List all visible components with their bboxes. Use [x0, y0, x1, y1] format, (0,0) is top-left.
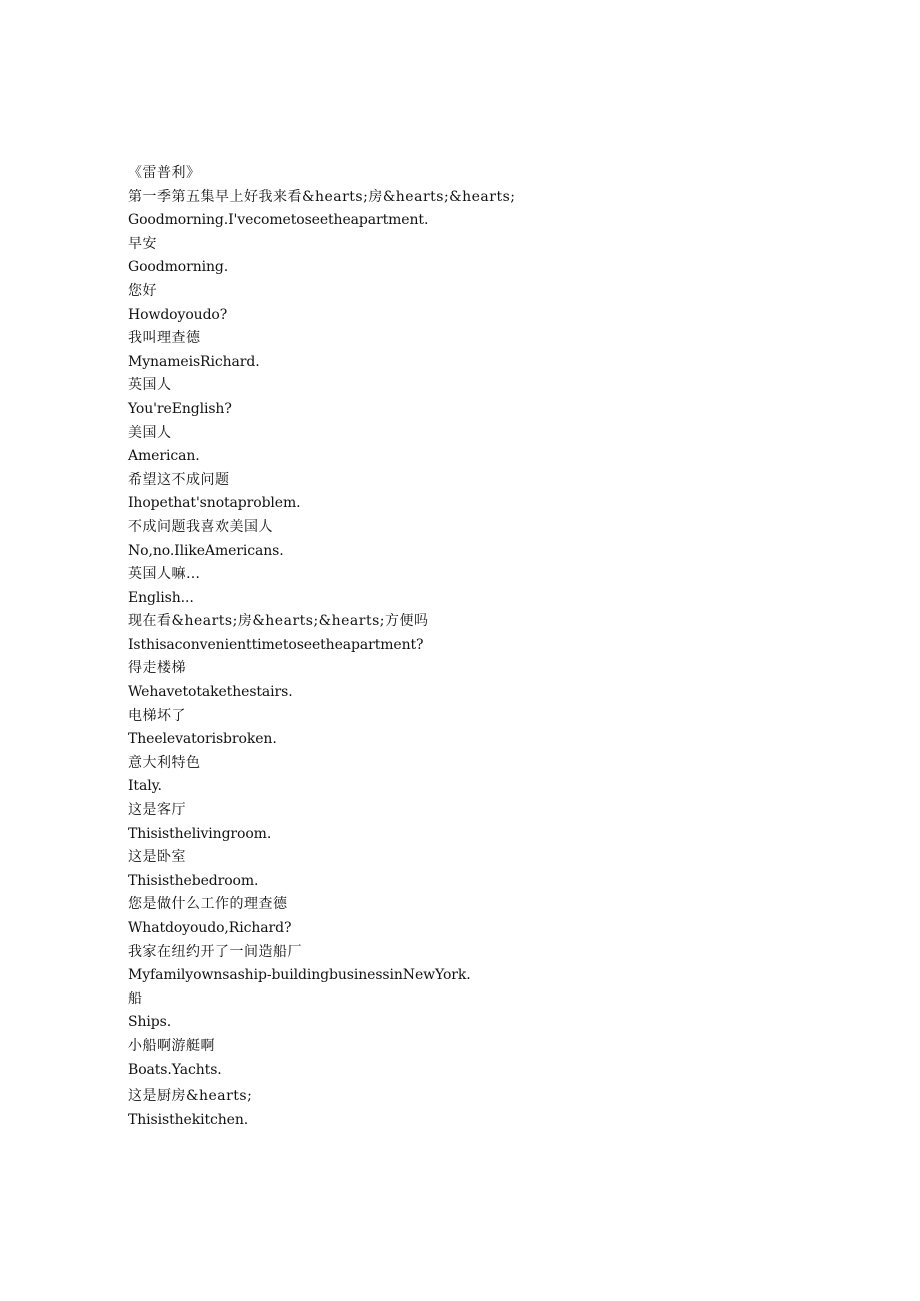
- subtitle-line-zh: 这是卧室: [128, 849, 186, 866]
- subtitle-line-zh: 船: [128, 990, 143, 1007]
- subtitle-line-zh: 得走楼梯: [128, 660, 186, 677]
- subtitle-line-zh: 这是厨房&hearts;: [128, 1088, 253, 1105]
- subtitle-line-en: Theelevatorisbroken.: [128, 731, 277, 748]
- subtitle-line-zh: 英国人: [128, 377, 172, 394]
- subtitle-line-en: Goodmorning.I'vecometoseetheapartment.: [128, 212, 429, 229]
- subtitle-line-zh: 您好: [128, 282, 157, 299]
- subtitle-line-zh: 意大利特色: [128, 754, 201, 771]
- subtitle-line-zh: 我叫理查德: [128, 330, 201, 347]
- subtitle-line-zh: 我家在纽约开了一间造船厂: [128, 943, 302, 960]
- subtitle-line-zh: 早安: [128, 235, 157, 252]
- subtitle-line-en: Goodmorning.: [128, 259, 229, 276]
- subtitle-line-en: Ships.: [128, 1014, 172, 1031]
- subtitle-line-en: Myfamilyownsaship-buildingbusinessinNewYork.: [128, 967, 471, 984]
- subtitle-line-en: American.: [128, 448, 200, 465]
- subtitle-line-zh: 不成问题我喜欢美国人: [128, 518, 273, 535]
- subtitle-line-zh: 现在看&hearts;房&hearts;&hearts;方便吗: [128, 613, 429, 630]
- subtitle-line-en: Ihopethat'snotaproblem.: [128, 495, 301, 512]
- subtitle-line-en: Thisisthelivingroom.: [128, 825, 272, 842]
- document-body: [128, 162, 828, 1132]
- subtitle-line-en: Wehavetotakethestairs.: [128, 684, 293, 701]
- subtitle-line-en: Boats.Yachts.: [128, 1061, 222, 1078]
- subtitle-line-zh: 希望这不成问题: [128, 471, 230, 488]
- subtitle-line-zh: 小船啊游艇啊: [128, 1037, 215, 1054]
- subtitle-line-zh: 第一季第五集早上好我来看&hearts;房&hearts;&hearts;: [128, 188, 516, 205]
- subtitle-line-en: Italy.: [128, 778, 162, 795]
- document-title: 《雷普利》: [128, 165, 201, 181]
- subtitle-line-en: Whatdoyoudo,Richard?: [128, 920, 292, 936]
- subtitle-line-en: MynameisRichard.: [128, 353, 260, 370]
- subtitle-line-en: Howdoyoudo?: [128, 306, 228, 323]
- subtitle-line-en: Thisisthebedroom.: [128, 872, 259, 889]
- subtitle-line-zh: 电梯坏了: [128, 707, 186, 724]
- subtitle-line-zh: 这是客厅: [128, 802, 186, 819]
- subtitle-line-en: Isthisaconvenienttimetoseetheapartment?: [128, 636, 424, 653]
- subtitle-line-en: English...: [128, 589, 194, 606]
- subtitle-line-zh: 美国人: [128, 424, 172, 441]
- subtitle-line-en: Thisisthekitchen.: [128, 1111, 249, 1128]
- subtitle-line-zh: 您是做什么工作的理查德: [128, 896, 288, 913]
- subtitle-line-zh: 英国人嘛…: [128, 566, 201, 583]
- subtitle-line-en: You'reEnglish?: [128, 400, 232, 417]
- subtitle-line-en: No,no.IlikeAmericans.: [128, 542, 284, 559]
